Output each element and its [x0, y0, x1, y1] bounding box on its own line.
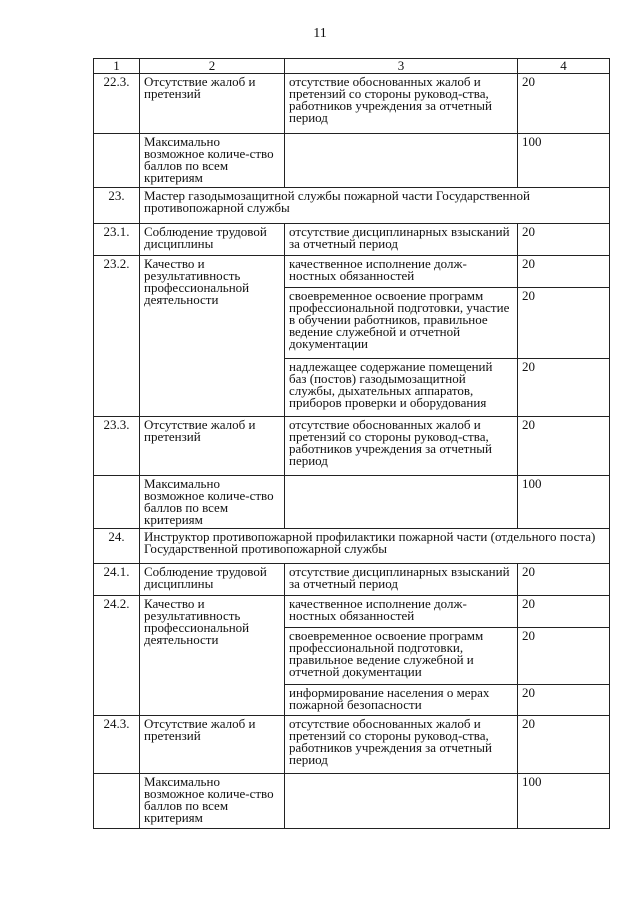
section-number: 24. — [94, 529, 140, 564]
criterion-name: Соблюдение трудовой дисциплины — [140, 224, 285, 256]
criterion-name: Качество и результативность профессиональной деятельности — [140, 256, 285, 417]
max-score-label: Максимально возможное количе-ство баллов по всем критериям — [140, 774, 285, 829]
criterion-name: Отсутствие жалоб и претензий — [140, 716, 285, 774]
row-number: 24.2. — [94, 596, 140, 716]
table-row — [94, 476, 610, 529]
criterion-score: 20 — [518, 417, 610, 476]
empty-cell — [285, 476, 518, 529]
table-row — [94, 564, 610, 596]
criteria-table — [93, 58, 610, 829]
row-number: 22.3. — [94, 74, 140, 134]
table-row — [94, 224, 610, 256]
header-col-2: 2 — [140, 59, 285, 74]
max-score-label: Максимально возможное количе-ство баллов по всем критериям — [140, 476, 285, 529]
criterion-score: 20 — [518, 288, 610, 359]
empty-cell — [94, 134, 140, 188]
table-row — [94, 134, 610, 188]
criterion-score: 20 — [518, 256, 610, 288]
empty-cell — [94, 476, 140, 529]
table-row — [94, 74, 610, 134]
criterion-indicator: надлежащее содержание помещений баз (постов) газодымозащитной службы, дыхательных аппаратов, приборов проверки и оборудования — [285, 359, 518, 417]
criterion-indicator: отсутствие обоснованных жалоб и претензий со стороны руковод-ства, работников учреждения за отчетный период — [285, 417, 518, 476]
row-number: 24.1. — [94, 564, 140, 596]
max-score-value: 100 — [518, 134, 610, 188]
table-row — [94, 256, 610, 288]
header-row — [94, 59, 610, 74]
criterion-indicator: отсутствие дисциплинарных взысканий за отчетный период — [285, 564, 518, 596]
criterion-indicator: своевременное освоение программ профессиональной подготовки, правильное ведение служебной и отчетной документации — [285, 628, 518, 685]
criterion-score: 20 — [518, 359, 610, 417]
criterion-score: 20 — [518, 224, 610, 256]
table-row — [94, 716, 610, 774]
row-number: 24.3. — [94, 716, 140, 774]
section-row — [94, 188, 610, 224]
criterion-score: 20 — [518, 628, 610, 685]
section-title: Инструктор противопожарной профилактики пожарной части (отдельного поста) Государственной противопожарной службы — [140, 529, 610, 564]
empty-cell — [94, 774, 140, 829]
table-row — [94, 417, 610, 476]
criterion-name: Соблюдение трудовой дисциплины — [140, 564, 285, 596]
header-col-1: 1 — [94, 59, 140, 74]
max-score-value: 100 — [518, 476, 610, 529]
section-number: 23. — [94, 188, 140, 224]
criterion-score: 20 — [518, 596, 610, 628]
criterion-indicator: информирование населения о мерах пожарной безопасности — [285, 685, 518, 716]
criterion-name: Отсутствие жалоб и претензий — [140, 417, 285, 476]
row-number: 23.1. — [94, 224, 140, 256]
criterion-indicator: отсутствие дисциплинарных взысканий за отчетный период — [285, 224, 518, 256]
empty-cell — [285, 134, 518, 188]
max-score-label: Максимально возможное количе-ство баллов по всем критериям — [140, 134, 285, 188]
section-title: Мастер газодымозащитной службы пожарной части Государственной противопожарной службы — [140, 188, 610, 224]
header-col-3: 3 — [285, 59, 518, 74]
criterion-indicator: качественное исполнение долж-ностных обязанностей — [285, 256, 518, 288]
criterion-score: 20 — [518, 564, 610, 596]
page-number: 11 — [313, 26, 327, 41]
section-row — [94, 529, 610, 564]
criterion-name: Качество и результативность профессиональной деятельности — [140, 596, 285, 716]
row-number: 23.2. — [94, 256, 140, 417]
criterion-score: 20 — [518, 716, 610, 774]
criterion-indicator: отсутствие обоснованных жалоб и претензий со стороны руковод-ства, работников учреждения за отчетный период — [285, 716, 518, 774]
empty-cell — [285, 774, 518, 829]
table-row — [94, 596, 610, 628]
criterion-score: 20 — [518, 74, 610, 134]
criterion-indicator: своевременное освоение программ профессиональной подготовки, участие в обучении работников, правильное ведение служебной и отчетной документации — [285, 288, 518, 359]
row-number: 23.3. — [94, 417, 140, 476]
header-col-4: 4 — [518, 59, 610, 74]
table-row — [94, 774, 610, 829]
criterion-indicator: отсутствие обоснованных жалоб и претензий со стороны руковод-ства, работников учреждения за отчетный период — [285, 74, 518, 134]
criterion-name: Отсутствие жалоб и претензий — [140, 74, 285, 134]
criterion-indicator: качественное исполнение долж-ностных обязанностей — [285, 596, 518, 628]
criterion-score: 20 — [518, 685, 610, 716]
max-score-value: 100 — [518, 774, 610, 829]
